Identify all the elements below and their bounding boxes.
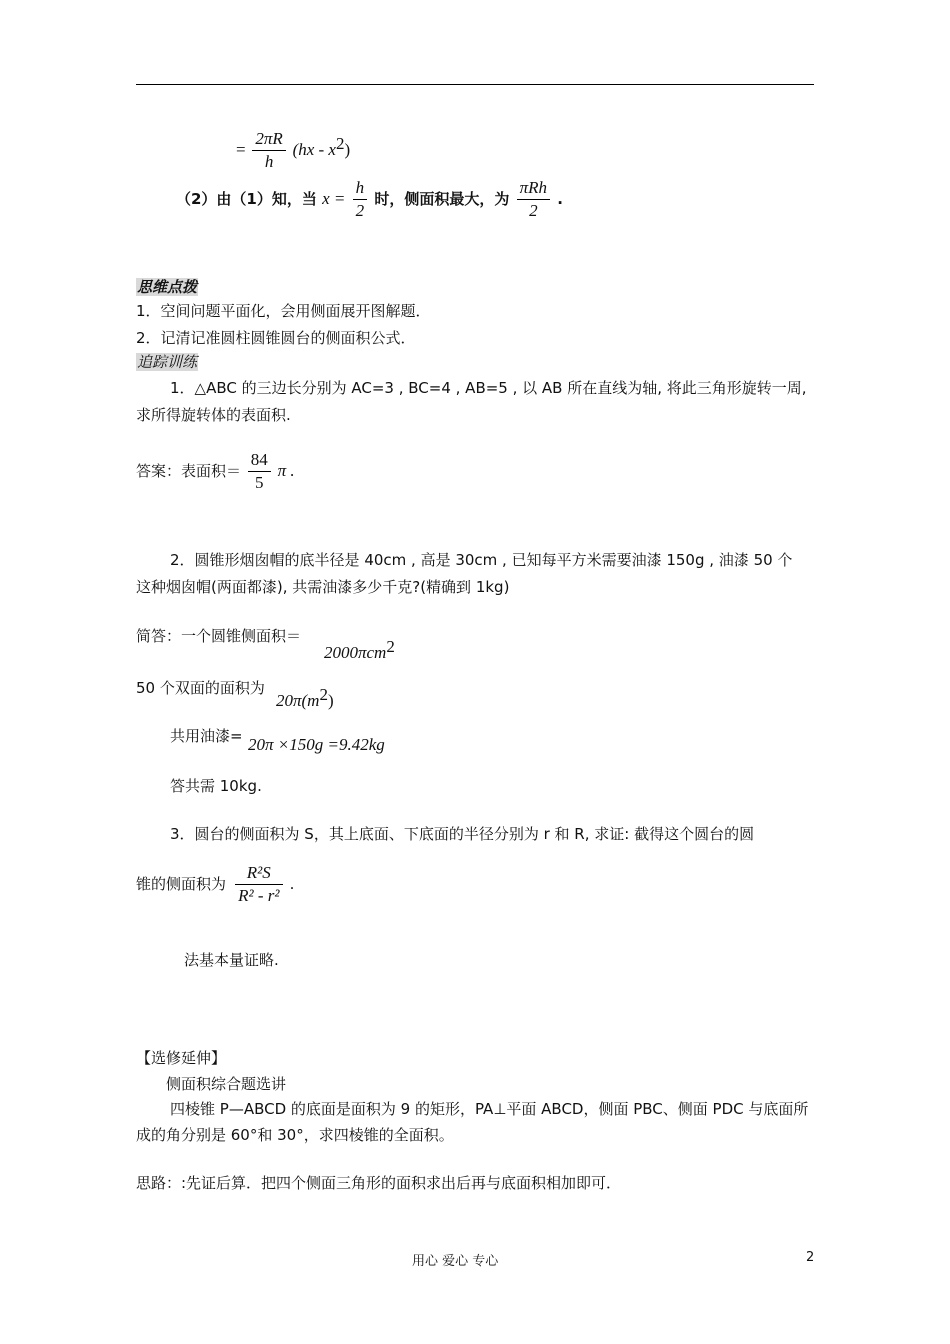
superscript: 2 [319,685,328,704]
fraction-denominator: 5 [255,473,264,492]
question-1-line-2: 求所得旋转体的表面积. [136,406,291,424]
footer-slogan: 用心 爱心 专心 [412,1254,499,1269]
extension-heading: 【选修延伸】 [136,1049,227,1067]
fraction-numerator: R²S [235,862,283,885]
extension-subheading: 侧面积综合题选讲 [166,1075,287,1093]
extension-problem-line-1: 四棱锥 P—ABCD 的底面是面积为 9 的矩形，PA⊥平面 ABCD，侧面 PBC、侧面 PDC 与底面所 [170,1100,809,1118]
superscript: 2 [335,134,345,153]
formula-body: (hx - x [292,140,336,159]
thinking-line-1: 1．空间问题平面化，会用侧面展开图解题． [136,302,431,320]
question-1-line-1: 1．△ABC 的三边长分别为 AC=3 , BC=4 , AB=5 , 以 AB 所在直线为轴, 将此三角形旋转一周, [170,379,807,397]
thinking-line-2: 2．记清记准圆柱圆锥圆台的侧面积公式． [136,329,416,347]
fraction-numerator: πRh [517,177,550,200]
header-rule [136,84,814,85]
question-2-line-1: 2．圆锥形烟囱帽的底半径是 40cm , 高是 30cm , 已知每平方米需要油漆 150g , 油漆 50 个 [170,551,793,569]
fraction [353,177,368,222]
part2-end: . [557,190,563,208]
thinking-heading [136,276,198,297]
answer-1-prefix: 答案：表面积＝ [136,462,242,480]
fraction-denominator: h [264,152,274,171]
fraction-denominator: 2 [529,201,538,220]
section-heading: 思维点拨 [137,278,198,296]
answer-1 [136,449,295,494]
fraction-denominator: 2 [355,201,365,220]
question-3-line-2 [136,862,294,907]
extension-idea: 思路：:先证后算．把四个侧面三角形的面积求出后再与底面积相加即可． [136,1174,622,1192]
fraction-numerator: h [353,177,368,200]
formula-close: ) [327,691,334,710]
answer-2-line-3-formula: 20π ×150g =9.42kg [248,735,385,754]
question-3-line-1: 3．圆台的侧面积为 S，其上底面、下底面的半径分别为 r 和 R, 求证: 截得这个圆台的圆 [170,825,755,843]
fraction-numerator: 84 [248,449,271,472]
formula-line [236,128,350,173]
part2-prefix: （2）由（1）知，当 [176,190,317,208]
formula-close: ) [344,140,351,159]
answer-2-prefix: 简答：一个圆锥侧面积＝ [136,627,302,645]
fraction [235,862,283,907]
fraction [248,449,271,494]
superscript: 2 [386,637,395,656]
fraction [517,177,550,222]
answer-2-line-2-formula [276,685,334,711]
formula: 20π(m [276,691,320,710]
page-number: 2 [806,1250,815,1265]
question-2-line-2: 这种烟囱帽(两面都漆), 共需油漆多少千克?(精确到 1kg) [136,578,510,596]
question-3-prefix: 锥的侧面积为 [136,875,227,893]
tracking-heading [136,351,198,372]
fraction-denominator: R² - r² [238,886,280,905]
question-3-answer: 法基本量证略. [184,951,279,969]
question-3-end: . [289,875,295,893]
formula: 2000πcm [324,643,387,662]
extension-problem-line-2: 成的角分别是 60°和 30°，求四棱锥的全面积。 [136,1126,454,1144]
answer-2-line-2-prefix: 50 个双面的面积为 [136,679,265,697]
equals-sign: = [236,140,246,159]
part2-line [176,177,563,222]
answer-2-line-3-prefix: 共用油漆= [170,727,243,745]
fraction-numerator: 2πR [252,128,285,151]
x-equals: x = [322,189,346,208]
fraction [252,128,285,173]
answer-2-line-4: 答共需 10kg. [170,777,262,795]
answer-1-suffix: π . [277,461,295,480]
part2-middle: 时，侧面积最大，为 [374,190,510,208]
answer-2-formula [324,637,395,663]
section-heading: 追踪训练 [137,353,198,371]
